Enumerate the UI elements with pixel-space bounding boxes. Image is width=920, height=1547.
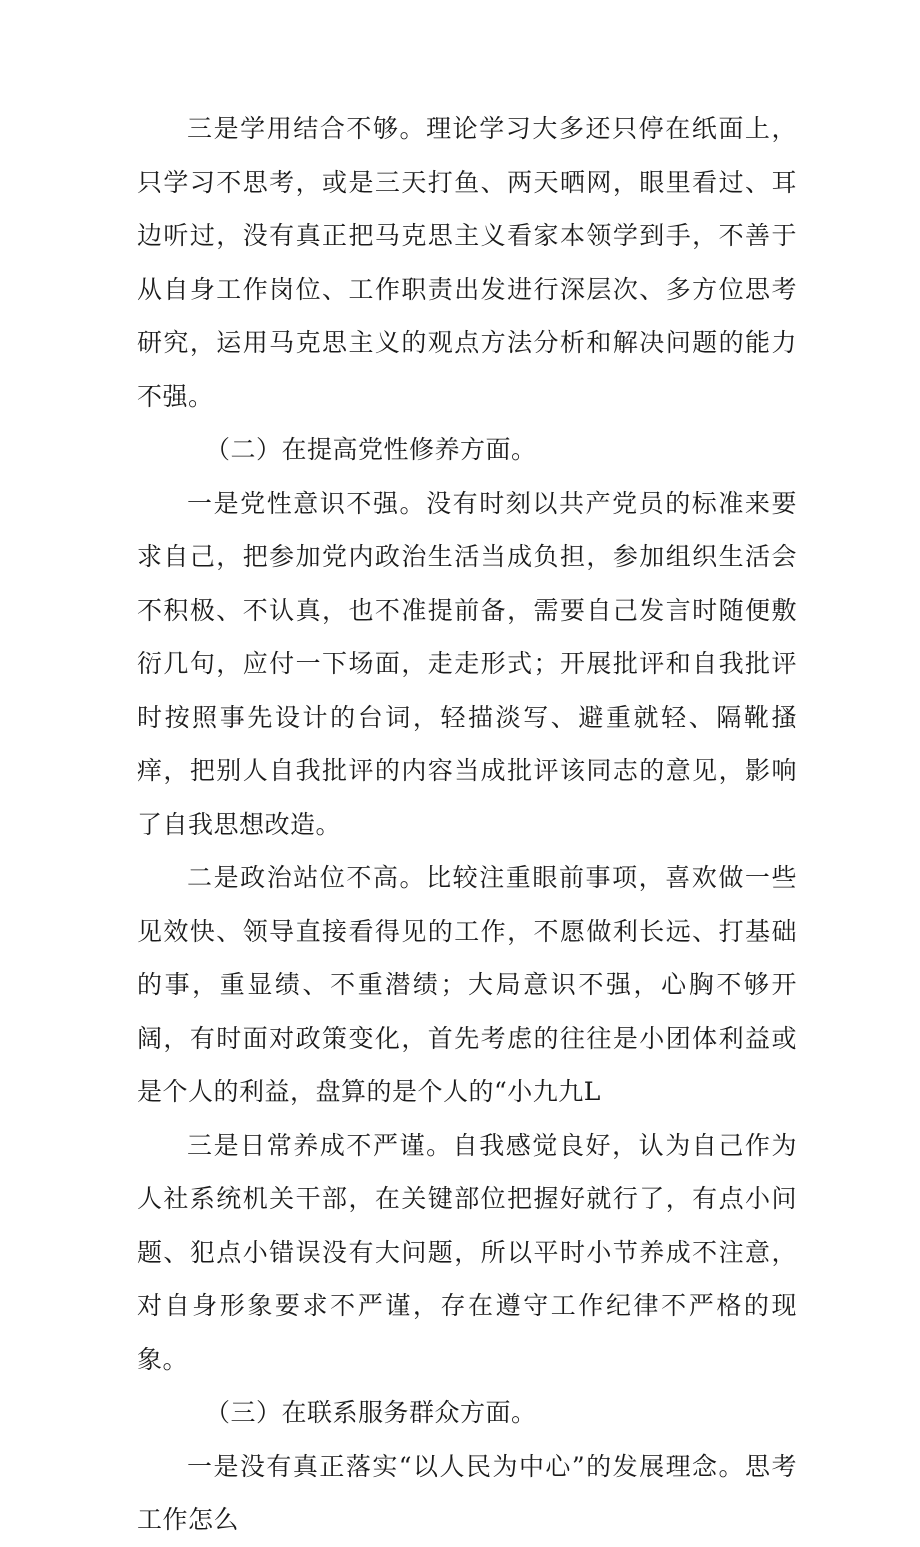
section-heading-serving-masses: （三）在联系服务群众方面。 [205, 1398, 537, 1427]
section-heading-party-spirit: （二）在提高党性修养方面。 [205, 435, 537, 464]
document-body [137, 102, 797, 1547]
paragraph-daily-habits: 三是日常养成不严谨。自我感觉良好，认为自己作为人社系统机关干部，在关键部位把握好就行了，有点小问题、犯点小错误没有大问题，所以平时小节养成不注意，对自身形象要求不严谨，存在遵守工作纪律不严格的现象。 [137, 1130, 797, 1374]
paragraph-party-awareness: 一是党性意识不强。没有时刻以共产党员的标准来要求自己，把参加党内政治生活当成负担，参加组织生活会不积极、不认真，也不准提前备，需要自己发言时随便敷衍几句，应付一下场面，走走形式；开展批评和自我批评时按照事先设计的台词，轻描淡写、避重就轻、隔靴搔痒，把别人自我批评的内容当成批评该同志的意见，影响了自我思想改造。 [137, 488, 797, 839]
paragraph-political-stance: 二是政治站位不高。比较注重眼前事项，喜欢做一些见效快、领导直接看得见的工作，不愿做利长远、打基础的事，重显绩、不重潜绩；大局意识不强，心胸不够开阔，有时面对政策变化，首先考虑的往往是小团体利益或是个人的利益，盘算的是个人的“小九九L [137, 863, 797, 1106]
paragraph-study-application: 三是学用结合不够。理论学习大多还只停在纸面上，只学习不思考，或是三天打鱼、两天晒网，眼里看过、耳边听过，没有真正把马克思主义看家本领学到手，不善于从自身工作岗位、工作职责出发进行深层次、多方位思考研究，运用马克思主义的观点方法分析和解决问题的能力不强。 [137, 114, 797, 411]
paragraph-people-centered: 一是没有真正落实“以人民为中心”的发展理念。思考工作怎么 [137, 1451, 797, 1534]
